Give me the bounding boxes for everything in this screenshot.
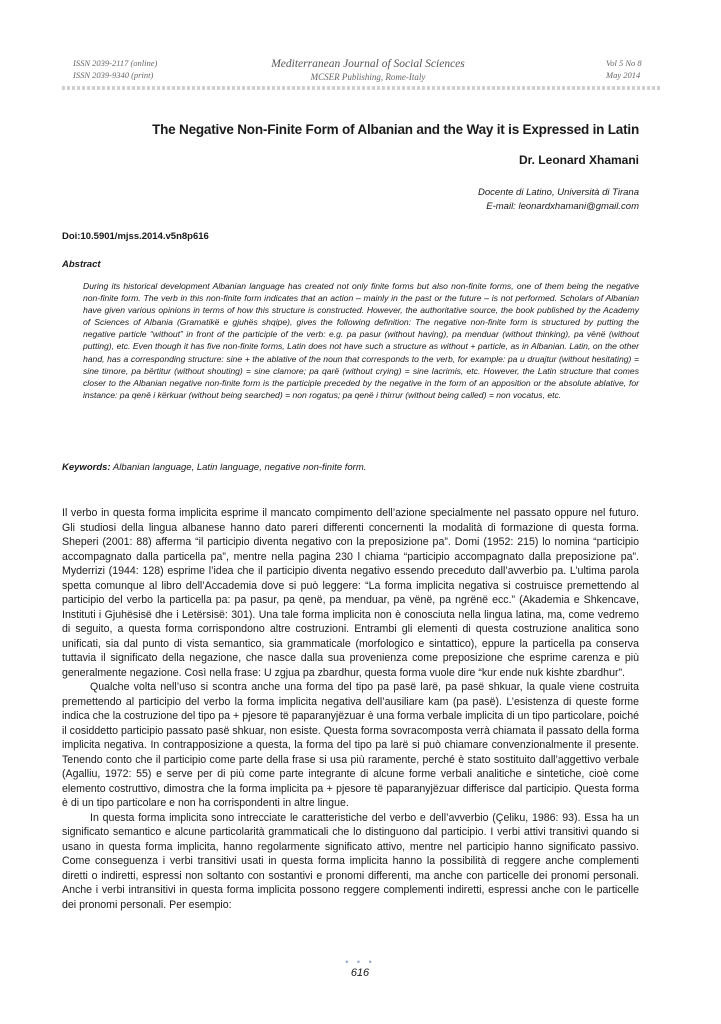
issue-block <box>606 57 642 81</box>
publisher: MCSER Publishing, Rome-Italy <box>310 72 426 82</box>
body-text <box>62 506 639 912</box>
volume: Vol 5 No 8 <box>606 58 642 68</box>
keywords-label: Keywords: <box>62 462 111 473</box>
journal-header <box>180 57 556 84</box>
paper-title: The Negative Non-Finite Form of Albanian and the Way it is Expressed in Latin <box>152 122 639 137</box>
issue-date: May 2014 <box>606 70 641 80</box>
issn-online: ISSN 2039-2117 (online) <box>73 58 158 68</box>
journal-name: Mediterranean Journal of Social Sciences <box>271 58 465 70</box>
author-name: Dr. Leonard Xhamani <box>518 153 639 167</box>
keywords <box>62 462 366 473</box>
abstract-heading: Abstract <box>62 259 101 270</box>
affiliation: Docente di Latino, Università di Tirana <box>478 187 639 198</box>
author-email: E-mail: leonardxhamani@gmail.com <box>486 201 639 212</box>
header-divider <box>62 86 661 90</box>
footer-dots: • • • <box>345 957 375 967</box>
doi: Doi:10.5901/mjss.2014.v5n8p616 <box>62 231 209 242</box>
body-paragraph: In questa forma implicita sono intrecciate le caratteristiche del verbo e dell’avverbio (Çeliku, 1986: 93). Essa ha un significato semantico e alcune particolarità grammaticali che lo distinguono dal participio. I verbi attivi transitivi quando si usano in questa forma implicita, hanno regolarmente significato attivo, mentre nel participio hanno significato passivo. Come conseguenza i verbi transitivi usati in questa forma implicita hanno la possibilità di reggere anche complementi diretti o indiretti, espressi non soltanto con sostantivi e pronomi differenti, ma anche con particelle dei pronomi personali. Anche i verbi intransitivi in questa forma implicita possono reggere complementi indiretti, espressi anche con le particelle dei pronomi personali. Per esempio: <box>62 811 639 911</box>
body-paragraph: Il verbo in questa forma implicita esprime il mancato compimento dell’azione specialmente nel passato oppure nel futuro. Gli studiosi della lingua albanese hanno dato pareri differenti concernenti la modalità di formazione di questa forma. Sheperi (2001: 88) afferma “il participio diventa negativo con la preposizione pa”. Domi (1952: 215) lo nomina “participio accompagnato dalla particella pa”, mentre nella pagina 230 l chiama “participio accompagnato dalla preposizione pa”. Myderrizi (1944: 128) esprime l’idea che il participio diventa negativo essendo preceduto dall’avverbio pa. L’ultima parola spetta comunque al libro dell’Accademia dove si può leggere: “La forma implicita negativa si costruisce premettendo al participio del verbo la particella pa: pa pasur, pa qenë, pa menduar, pa vënë, pa ngrënë ecc.” (Akademia e Shkencave, Instituti i Gjuhësisë dhe i Letërsisë: 301). Una tale forma implicita non è conosciuta nella lingua latina, ma, come vedremo di seguito, a questa forma corrispondono altre costruzioni. Entrambi gli elementi di questa costruzione analitica sono unificati, sia dal punto di vista semantico, sia grammaticale (morfologico e sintattico), eppure la particella pa conserva tuttavia il significato della negazione, che nasce dalla sua provenienza come preposizione che esprime carenza e più generalmente negazione. Così nella frase: U zgjua pa zbardhur, questa forma vuole dire “kur ende nuk kishte zbardhur”. <box>62 507 639 679</box>
issn-print: ISSN 2039-9340 (print) <box>73 70 154 80</box>
abstract-text: During its historical development Albanian language has created not only finite forms but also non-finite forms, one of them being the negative non-finite form. The verb in this non-finite form indicates that an action – mainly in the past or the future – is not performed. Scholars of Albanian have given various opinions in terms of how this structure is constructed. However, the authoritative source, the book published by the Academy of Sciences of Albania (Gramatikë e gjuhës shqipe), gives the following definition: The negative non-finite form is structured by putting the negative particle “without” in front of the participle of the verb: e.g. pa pasur (without having), pa menduar (without thinking), pa vënë (without putting), etc. Even though it has five non-finite forms, Latin does not have such a structure as without + particle, as in Albanian. Latin, on the other hand, has a corresponding structure: sine + the ablative of the noun that corresponds to the verb, for example: pa u druajtur (without hesitating) = sine timore, pa bërtitur (without shouting) = sine clamore; pa qarë (without crying) = sine lacrimis, etc. However, the Latin structure that comes closer to the Albanian negative non-finite form is the participle preceded by the negative in the form of an apposition or the absolute ablative, for instance: pa qenë i kërkuar (without being searched) = non rogatus; pa qenë i thirrur (without being called) = non vocatus, etc. <box>83 281 639 400</box>
issn-block <box>73 57 157 81</box>
keywords-list: Albanian language, Latin language, negative non-finite form. <box>112 462 367 473</box>
author-affiliation <box>62 186 639 214</box>
body-paragraph: Qualche volta nell’uso si scontra anche una forma del tipo pa pasë larë, pa pasë shkuar, la quale viene costruita premettendo al participio del verbo la forma implicita negativa dell’ausiliare kam (pa pasë). L’esistenza di queste forme indica che la costruzione del tipo pa + pjesore të paparanyjëzuar è una forma verbale implicita di un tipo particolare, poiché il cosiddetto participio passato pasë shkuar, non esiste. Questa forma sovracomposta verrà chiamata il passato della forma implicita negativa. In contrapposizione a questa, la forma del tipo pa larë si può chiamare convenzionalmente il presente. Tenendo conto che il participio come parte della frase si usa più raramente, perché è stato sostituito dall’aggettivo verbale (Agalliu, 1972: 55) e serve per di più come parte integrante di alcune forme verbali analitiche e sintetiche, cioè come elemento costruttivo, dimostra che la forma implicita pa + pjesore të paparanyjëzuar differisce dal participio. Questa forma è di un tipo particolare e non ha corrispondenti in altre lingue. <box>62 681 639 809</box>
page-number: 616 <box>350 967 370 979</box>
